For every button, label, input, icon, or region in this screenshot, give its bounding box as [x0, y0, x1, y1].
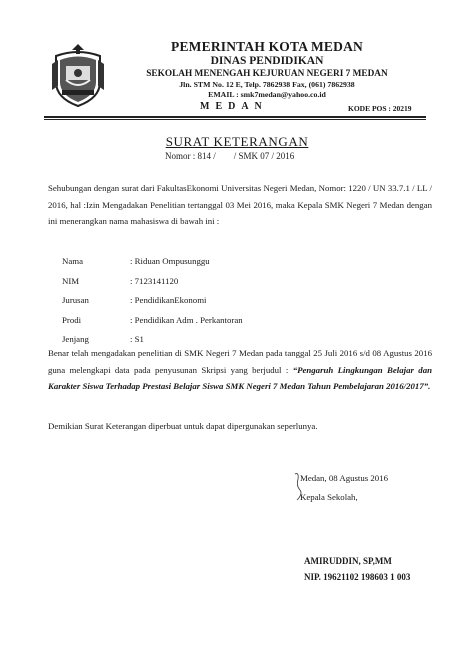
intro-paragraph: Sehubungan dengan surat dari FakultasEkonomi Universitas Negeri Medan, Nomor: 1220 / UN 33.7.1 / LL / 2016, hal :Izin Mengadakan Penelitian tertanggal 03 Mei 2016, maka Kepala SMK Negeri 7 Medan dengan ini menerangkan nama mahasiswa di bawah ini : [48, 183, 432, 226]
identity-label: Jenjang [62, 334, 89, 344]
identity-row-major [62, 291, 243, 311]
identity-label: Nama [62, 256, 84, 266]
identity-value: : Riduan Ompusunggu [130, 256, 210, 266]
signature-place-date: Medan, 08 Agustus 2016 [300, 473, 388, 483]
letterhead-government: PEMERINTAH KOTA MEDAN [171, 39, 363, 54]
identity-value: : Pendidikan Adm . Perkantoran [130, 314, 243, 325]
signature-block [300, 469, 388, 507]
letterhead-divider [44, 116, 426, 118]
letterhead-city: MEDAN [200, 101, 268, 112]
letterhead-postal-code: KODE POS : 20219 [348, 104, 412, 113]
identity-label: Prodi [62, 314, 82, 325]
letterhead-email: EMAIL : smk7medan@yahoo.co.id [208, 90, 326, 99]
letterhead [112, 40, 422, 100]
letterhead-department: DINAS PENDIDIKAN [210, 55, 324, 67]
identity-row-name [62, 252, 243, 272]
identity-label: NIM [62, 275, 80, 286]
student-identity [62, 252, 243, 350]
research-paragraph [48, 345, 432, 395]
identity-value: : PendidikanEkonomi [130, 295, 207, 305]
signatory-name: AMIRUDDIN, SP,MM [304, 556, 392, 566]
thesis-title: “Pengaruh Lingkungan Belajar dan Karakter Siswa Terhadap Prestasi Belajar Siswa SMK Negeri 7 Medan Tahun Pembelajaran 2016/2017”. [48, 364, 432, 391]
letterhead-school: SEKOLAH MENENGAH KEJURUAN NEGERI 7 MEDAN [146, 69, 388, 79]
research-statement: Benar telah mengadakan penelitian di SMK Negeri 7 Medan pada tanggal 25 Juli 2016 s/d 08 Agustus 2016 guna melengkapi data pada penyusunan Skripsi yang berjudul : [48, 348, 432, 375]
identity-value: : S1 [130, 334, 144, 344]
letterhead-divider-thin [44, 119, 426, 120]
identity-row-nim [62, 272, 243, 292]
identity-value: : 7123141120 [130, 275, 179, 286]
signature-position: Kepala Sekolah, [300, 492, 358, 502]
closing-paragraph: Demikian Surat Keterangan diperbuat untuk dapat dipergunakan seperlunya. [48, 421, 318, 431]
identity-row-program [62, 311, 243, 331]
identity-label: Jurusan [62, 295, 89, 305]
document-number: Nomor : 814 / / SMK 07 / 2016 [165, 151, 295, 161]
letterhead-address: Jln. STM No. 12 E, Telp. 7862938 Fax, (061) 7862938 [179, 80, 355, 89]
signatory-nip: NIP. 19621102 198603 1 003 [304, 572, 411, 582]
coat-of-arms-icon [50, 42, 106, 108]
document-title: SURAT KETERANGAN [165, 134, 309, 149]
